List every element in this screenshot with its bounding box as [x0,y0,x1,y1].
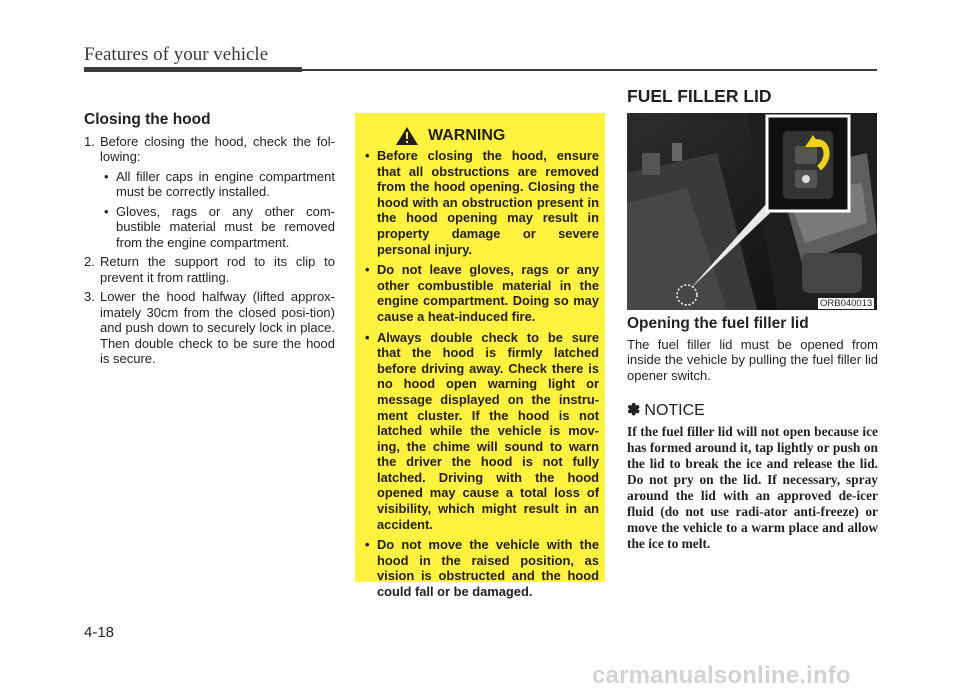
fuel-filler-lid-title: FUEL FILLER LID [627,86,772,106]
step-item [84,134,335,165]
fuel-lid-opener-photo [627,113,877,310]
warning-text: Before closing the hood, ensure that all obstructions are removed from the hood opening. Closing the hood with an obstruction present in the hood opening may result in property damage or severe personal injury. [377,148,599,257]
header-rule-thin [302,69,877,71]
warning-triangle-icon [396,127,418,145]
warning-text: Do not leave gloves, rags or any other combustible material in the engine compartment. Doing so may cause a heat-induced fire. [377,262,599,324]
watermark: carmanualsonline.info [592,662,851,689]
bullet-dot: • [365,329,370,345]
step-number: 1. [84,133,95,149]
warning-item [364,330,599,533]
bullet-text: All filler caps in engine compartment must be correctly installed. [116,168,335,199]
fuel-lid-heading: Opening the fuel filler lid [627,315,809,332]
warning-list [364,148,599,605]
header-rule-thick [84,67,302,72]
closing-hood-heading: Closing the hood [84,111,211,128]
bullet-dot: • [365,262,370,278]
bullet-dot: • [365,537,370,553]
warning-text: Do not move the vehicle with the hood in the raised position, as vision is obstructed and the hood could fall or be damaged. [377,537,599,600]
fuel-lid-section [627,316,878,552]
fuel-lid-body: The fuel filler lid must be opened from inside the vehicle by pulling the fuel filler lid opener switch. [627,336,878,383]
warning-box [355,113,605,600]
bullet-dot: • [104,168,109,184]
step-item [84,254,335,285]
step-text: Return the support rod to its clip to prevent it from rattling. [100,254,335,285]
warning-text: Always double check to be sure that the hood is firmly latched before driving away. Check there is no hood open warning light or message displayed on the instru-ment cluster. If the hood is not latched while the vehicle is mov-ing, the chime will sound to warn the driver the hood is not fully latched. Driving with the hood opened may cause a total loss of visibility, which might result in an accident. [377,329,599,532]
closing-hood-section [84,112,335,371]
step-number: 2. [84,254,95,269]
warning-item [364,262,599,324]
warning-item [364,148,599,257]
warning-label: WARNING [428,127,506,144]
step-number: 3. [84,289,95,304]
notice-icon: ✽ [627,402,641,419]
notice-title: NOTICE [644,402,705,419]
bullet-dot: • [365,148,370,163]
notice-body: If the fuel filler lid will not open because ice has formed around it, tap lightly or push on the lid to break the ice and release the lid. Do not pry on the lid. If necessary, spray around the lid with an approved de-icer fluid (do not use radi-ator anti-freeze) or move the vehicle to a warm place and allow the ice to melt. [627,423,878,551]
step-text: Before closing the hood, check the fol-lowing: [100,133,335,164]
bullet-item [100,169,335,200]
image-caption: ORB040013 [820,298,873,309]
warning-header [396,123,596,147]
page-header-title: Features of your vehicle [84,44,269,65]
bullet-item [100,204,335,251]
warning-item [364,537,599,599]
step-text: Lower the hood halfway (lifted approx-imately 30cm from the closed posi-tion) and push down to securely lock in place. Then double check to be sure the hood is secure. [100,289,335,366]
step-item [84,289,335,367]
page-number: 4-18 [84,624,115,641]
bullet-text: Gloves, rags or any other com-bustible material must be removed from the engine compartment. [116,203,335,250]
bullet-dot: • [104,203,109,219]
notice-heading [627,403,878,419]
